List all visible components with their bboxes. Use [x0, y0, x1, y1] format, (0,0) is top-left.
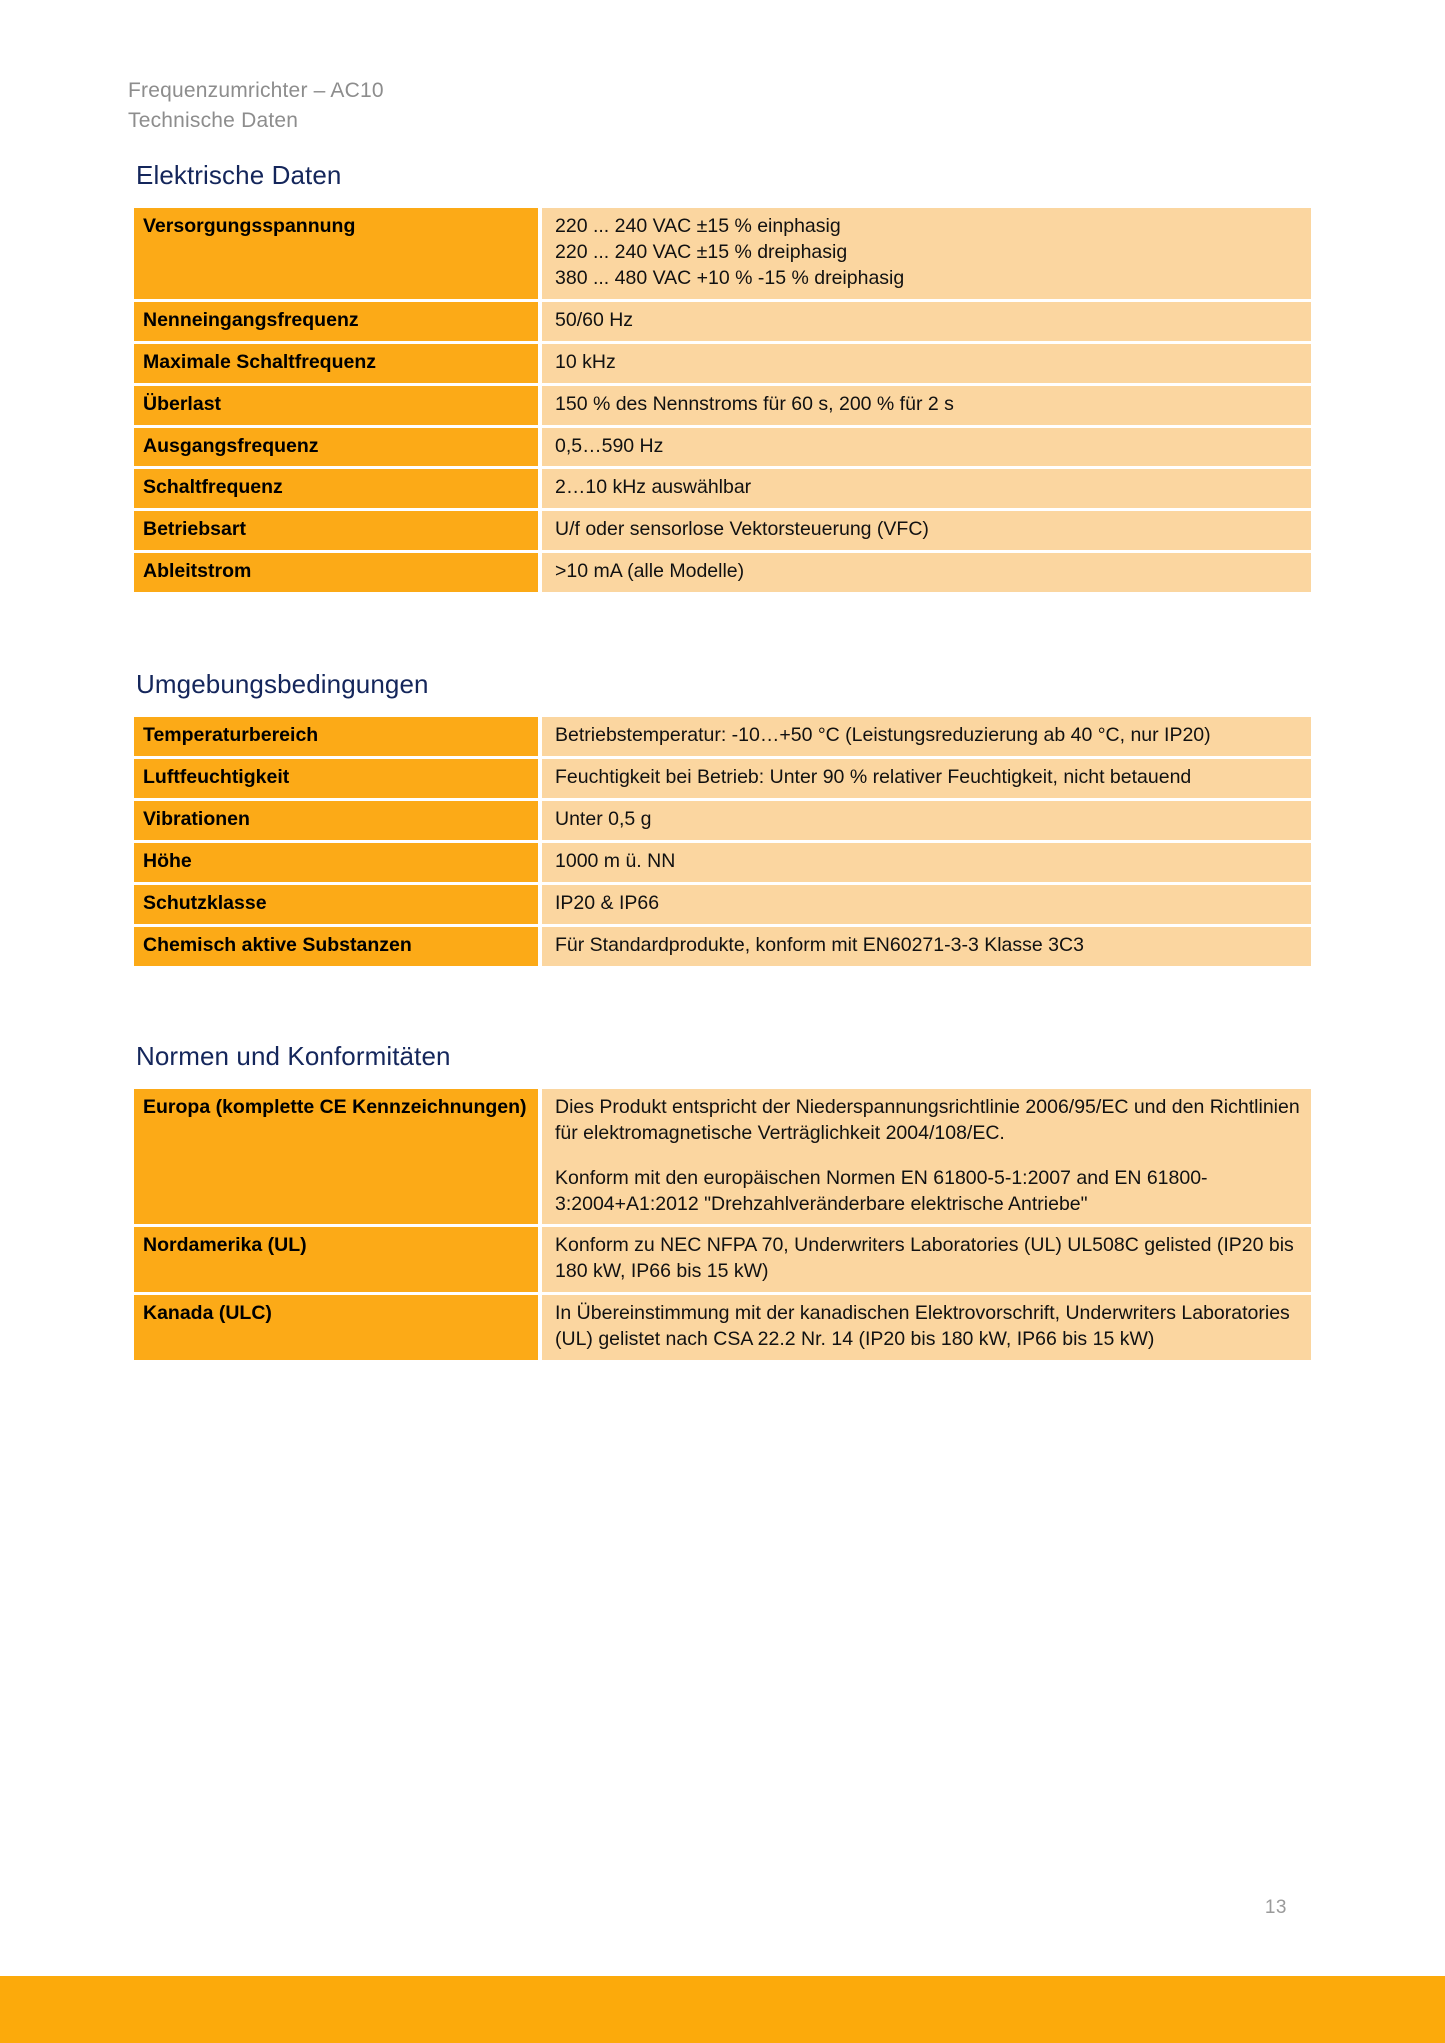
running-header-product: Frequenzumrichter – AC10 [128, 79, 384, 102]
running-header [128, 76, 384, 137]
spec-table-normen-und-konformitaeten [134, 1086, 1311, 1363]
spec-value-line: >10 mA (alle Modelle) [555, 560, 745, 583]
spec-value [542, 801, 1311, 840]
section-title: Elektrische Daten [136, 160, 342, 190]
section-title: Umgebungsbedingungen [136, 669, 429, 700]
table-row [134, 428, 1311, 467]
spec-value-line: 380 ... 480 VAC +10 % -15 % dreiphasig [555, 266, 905, 289]
table-row [134, 759, 1311, 798]
spec-value-line: U/f oder sensorlose Vektorsteuerung (VFC) [555, 518, 929, 541]
spec-value-line: Feuchtigkeit bei Betrieb: Unter 90 % relativer Feuchtigkeit, nicht betauend [555, 766, 1192, 789]
spec-key: Vibrationen [134, 801, 542, 840]
table-row [134, 469, 1311, 508]
spec-table-body [134, 717, 1311, 966]
table-row [134, 511, 1311, 550]
spec-table-body [134, 1089, 1311, 1360]
table-row [134, 302, 1311, 341]
spec-value-line: 220 ... 240 VAC ±15 % dreiphasig [555, 240, 848, 263]
table-row [134, 927, 1311, 966]
spec-value-line: Konform mit den europäischen Normen EN 61800-5-1:2007 and EN 61800-3:2004+A1:2012 "Drehzahlveränderbare elektrische Antriebe" [555, 1166, 1208, 1215]
spec-value-line: IP20 & IP66 [555, 891, 660, 914]
spec-key: Chemisch aktive Substanzen [134, 927, 542, 966]
spec-value [542, 344, 1311, 383]
spec-value-line: 150 % des Nennstroms für 60 s, 200 % für 2 s [555, 392, 954, 415]
document-content [134, 160, 1311, 1413]
spec-key: Ausgangsfrequenz [134, 428, 542, 467]
spec-value [542, 386, 1311, 425]
table-row [134, 1295, 1311, 1360]
spec-value [542, 843, 1311, 882]
spec-value [542, 428, 1311, 467]
table-row [134, 208, 1311, 299]
spec-key: Schaltfrequenz [134, 469, 542, 508]
spec-value [542, 1089, 1311, 1225]
section-normen-und-konformitaeten [134, 1041, 1311, 1363]
spec-value-line: Betriebstemperatur: -10…+50 °C (Leistungsreduzierung ab 40 °C, nur IP20) [555, 724, 1211, 747]
spec-table-umgebungsbedingungen [134, 714, 1311, 969]
spec-value-line: In Übereinstimmung mit der kanadischen Elektrovorschrift, Underwriters Laboratories (UL) gelistet nach CSA 22.2 Nr. 14 (IP20 bis 180 kW, IP66 bis 15 kW) [555, 1302, 1290, 1351]
spec-value-line: Für Standardprodukte, konform mit EN60271-3-3 Klasse 3C3 [555, 933, 1084, 956]
footer-accent-band [0, 1976, 1445, 2043]
spec-key: Temperaturbereich [134, 717, 542, 756]
spec-value [542, 1295, 1311, 1360]
table-row [134, 1227, 1311, 1292]
spec-value [542, 302, 1311, 341]
spec-value-line: 10 kHz [555, 350, 616, 373]
spec-key: Versorgungsspannung [134, 208, 542, 299]
spec-value [542, 208, 1311, 299]
spec-key: Maximale Schaltfrequenz [134, 344, 542, 383]
table-row [134, 801, 1311, 840]
spec-value-line: 2…10 kHz auswählbar [555, 476, 752, 499]
spec-value [542, 759, 1311, 798]
table-row [134, 344, 1311, 383]
spec-table-elektrische-daten [134, 205, 1311, 595]
spec-value-line: Unter 0,5 g [555, 808, 652, 831]
spec-key: Ableitstrom [134, 553, 542, 592]
spec-key: Schutzklasse [134, 885, 542, 924]
spec-value [542, 553, 1311, 592]
spec-value [542, 469, 1311, 508]
section-title: Normen und Konformitäten [136, 1040, 451, 1071]
table-row [134, 717, 1311, 756]
table-row [134, 843, 1311, 882]
page-number: 13 [1264, 1897, 1287, 1918]
spec-value [542, 511, 1311, 550]
section-umgebungsbedingungen [134, 669, 1311, 969]
spec-key: Höhe [134, 843, 542, 882]
spec-table-body [134, 208, 1311, 592]
spec-key: Nordamerika (UL) [134, 1227, 542, 1292]
spec-value-line: 1000 m ü. NN [555, 849, 676, 872]
spec-value [542, 885, 1311, 924]
spec-value [542, 1227, 1311, 1292]
spec-value-line: 0,5…590 Hz [555, 434, 664, 457]
spec-key: Luftfeuchtigkeit [134, 759, 542, 798]
spec-value-line: Konform zu NEC NFPA 70, Underwriters Laboratories (UL) UL508C gelisted (IP20 bis 180 kW, IP66 bis 15 kW) [555, 1234, 1294, 1283]
spec-value-line: 220 ... 240 VAC ±15 % einphasig [555, 215, 841, 237]
table-row [134, 1089, 1311, 1225]
spec-key: Betriebsart [134, 511, 542, 550]
spec-key: Überlast [134, 386, 542, 425]
section-elektrische-daten [134, 160, 1311, 595]
spec-key: Kanada (ULC) [134, 1295, 542, 1360]
spec-value [542, 717, 1311, 756]
spec-value [542, 927, 1311, 966]
spec-key: Nenneingangsfrequenz [134, 302, 542, 341]
table-row [134, 386, 1311, 425]
running-header-subtitle: Technische Daten [128, 109, 299, 133]
table-row [134, 885, 1311, 924]
spec-key: Europa (komplette CE Kennzeichnungen) [134, 1089, 542, 1225]
table-row [134, 553, 1311, 592]
spec-value-line: Dies Produkt entspricht der Niederspannungsrichtlinie 2006/95/EC und den Richtlinien für elektromagnetische Verträglichkeit 2004/108/EC. [555, 1095, 1300, 1144]
spec-value-line: 50/60 Hz [555, 308, 634, 331]
